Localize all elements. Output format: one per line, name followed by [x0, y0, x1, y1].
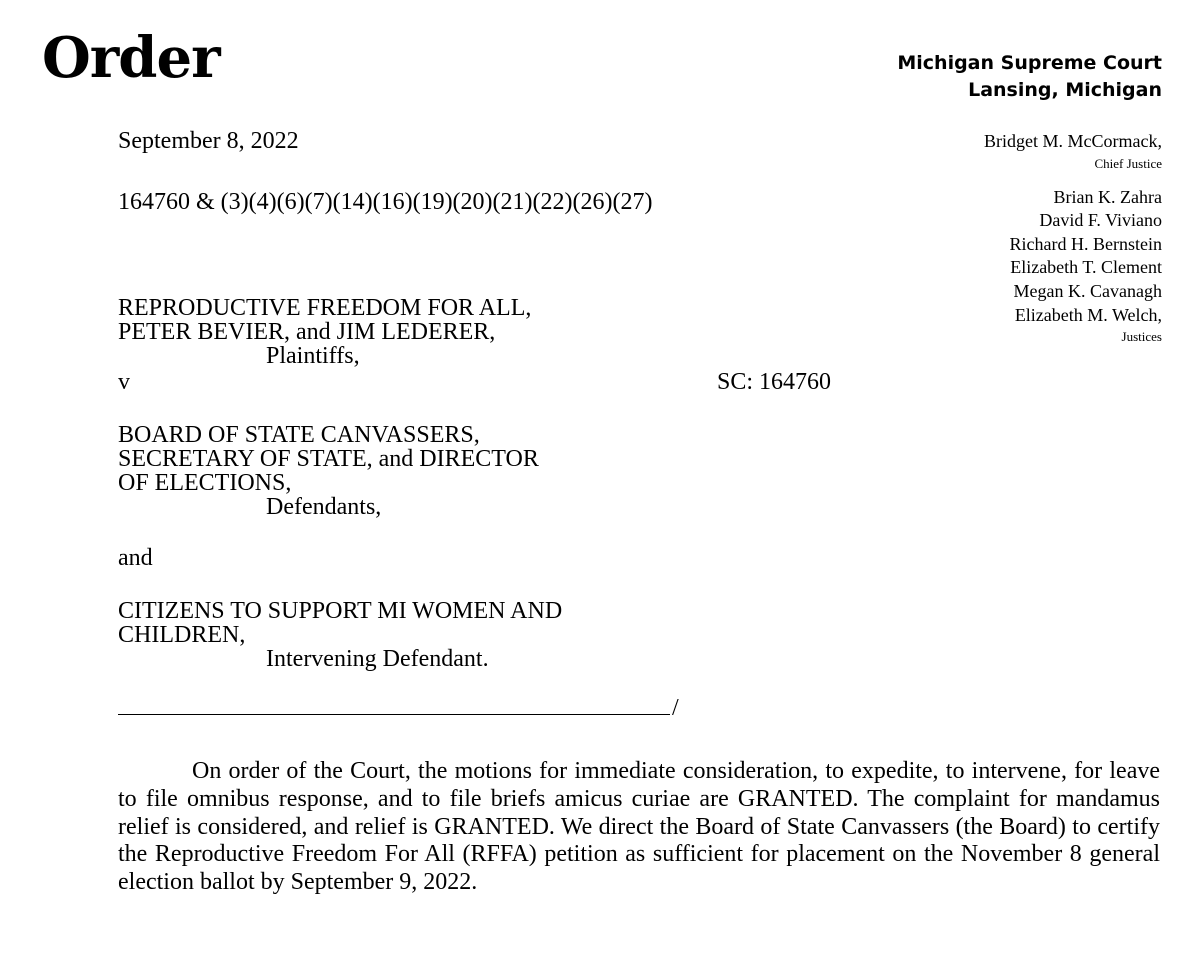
- court-name: Michigan Supreme Court: [897, 52, 1162, 74]
- chief-justice-title: Chief Justice: [1094, 155, 1162, 171]
- docket-numbers: 164760 & (3)(4)(6)(7)(14)(16)(19)(20)(21)(22)(26)(27): [118, 189, 653, 215]
- intervenor-line: CHILDREN,: [118, 622, 246, 648]
- justice-name: Elizabeth T. Clement: [1010, 257, 1162, 278]
- defendants-line: BOARD OF STATE CANVASSERS,: [118, 422, 480, 448]
- intervenor-line: CITIZENS TO SUPPORT MI WOMEN AND: [118, 598, 563, 624]
- intervenor-role: Intervening Defendant.: [266, 646, 489, 672]
- conjunction-and: and: [118, 545, 153, 571]
- intervenor-block: [118, 599, 562, 671]
- justices-list: [984, 130, 1162, 347]
- defendants-line: SECRETARY OF STATE, and DIRECTOR: [118, 446, 539, 472]
- case-number: SC: 164760: [717, 369, 832, 395]
- caption-signature-line: [118, 693, 679, 723]
- defendants-block: [118, 423, 539, 519]
- justice-name: Elizabeth M. Welch,: [1014, 304, 1162, 325]
- document-title: Order: [42, 25, 220, 91]
- court-location: Lansing, Michigan: [968, 79, 1162, 101]
- defendants-role: Defendants,: [266, 494, 382, 520]
- order-paragraph: On order of the Court, the motions for immediate consideration, to expedite, to intervene, for leave to file omnibus response, and to file briefs amicus curiae are GRANTED. The complaint for mandamus relief is considered, and relief is GRANTED. We direct the Board of State Canvassers (the Board) to certify the Reproductive Freedom For All (RFFA) petition as sufficient for placement on the November 8 general election ballot by September 9, 2022.: [118, 758, 1160, 896]
- order-date: September 8, 2022: [118, 128, 299, 154]
- defendants-line: OF ELECTIONS,: [118, 470, 292, 496]
- plaintiffs-role: Plaintiffs,: [266, 343, 360, 369]
- court-header: [897, 50, 1162, 104]
- order-body: [118, 758, 1160, 897]
- justice-name: David F. Viviano: [1039, 210, 1162, 231]
- justices-title: Justices: [1121, 329, 1162, 345]
- justice-name: Brian K. Zahra: [1053, 186, 1162, 207]
- plaintiffs-block: [118, 296, 531, 368]
- chief-justice-name: Bridget M. McCormack,: [984, 131, 1162, 151]
- versus-label: v: [118, 369, 130, 395]
- signature-rule: [118, 713, 670, 715]
- plaintiffs-line: REPRODUCTIVE FREEDOM FOR ALL,: [118, 295, 532, 321]
- plaintiffs-line: PETER BEVIER, and JIM LEDERER,: [118, 319, 496, 345]
- signature-slash: /: [672, 695, 679, 721]
- justice-name: Richard H. Bernstein: [1009, 233, 1162, 254]
- justice-name: Megan K. Cavanagh: [1013, 280, 1162, 301]
